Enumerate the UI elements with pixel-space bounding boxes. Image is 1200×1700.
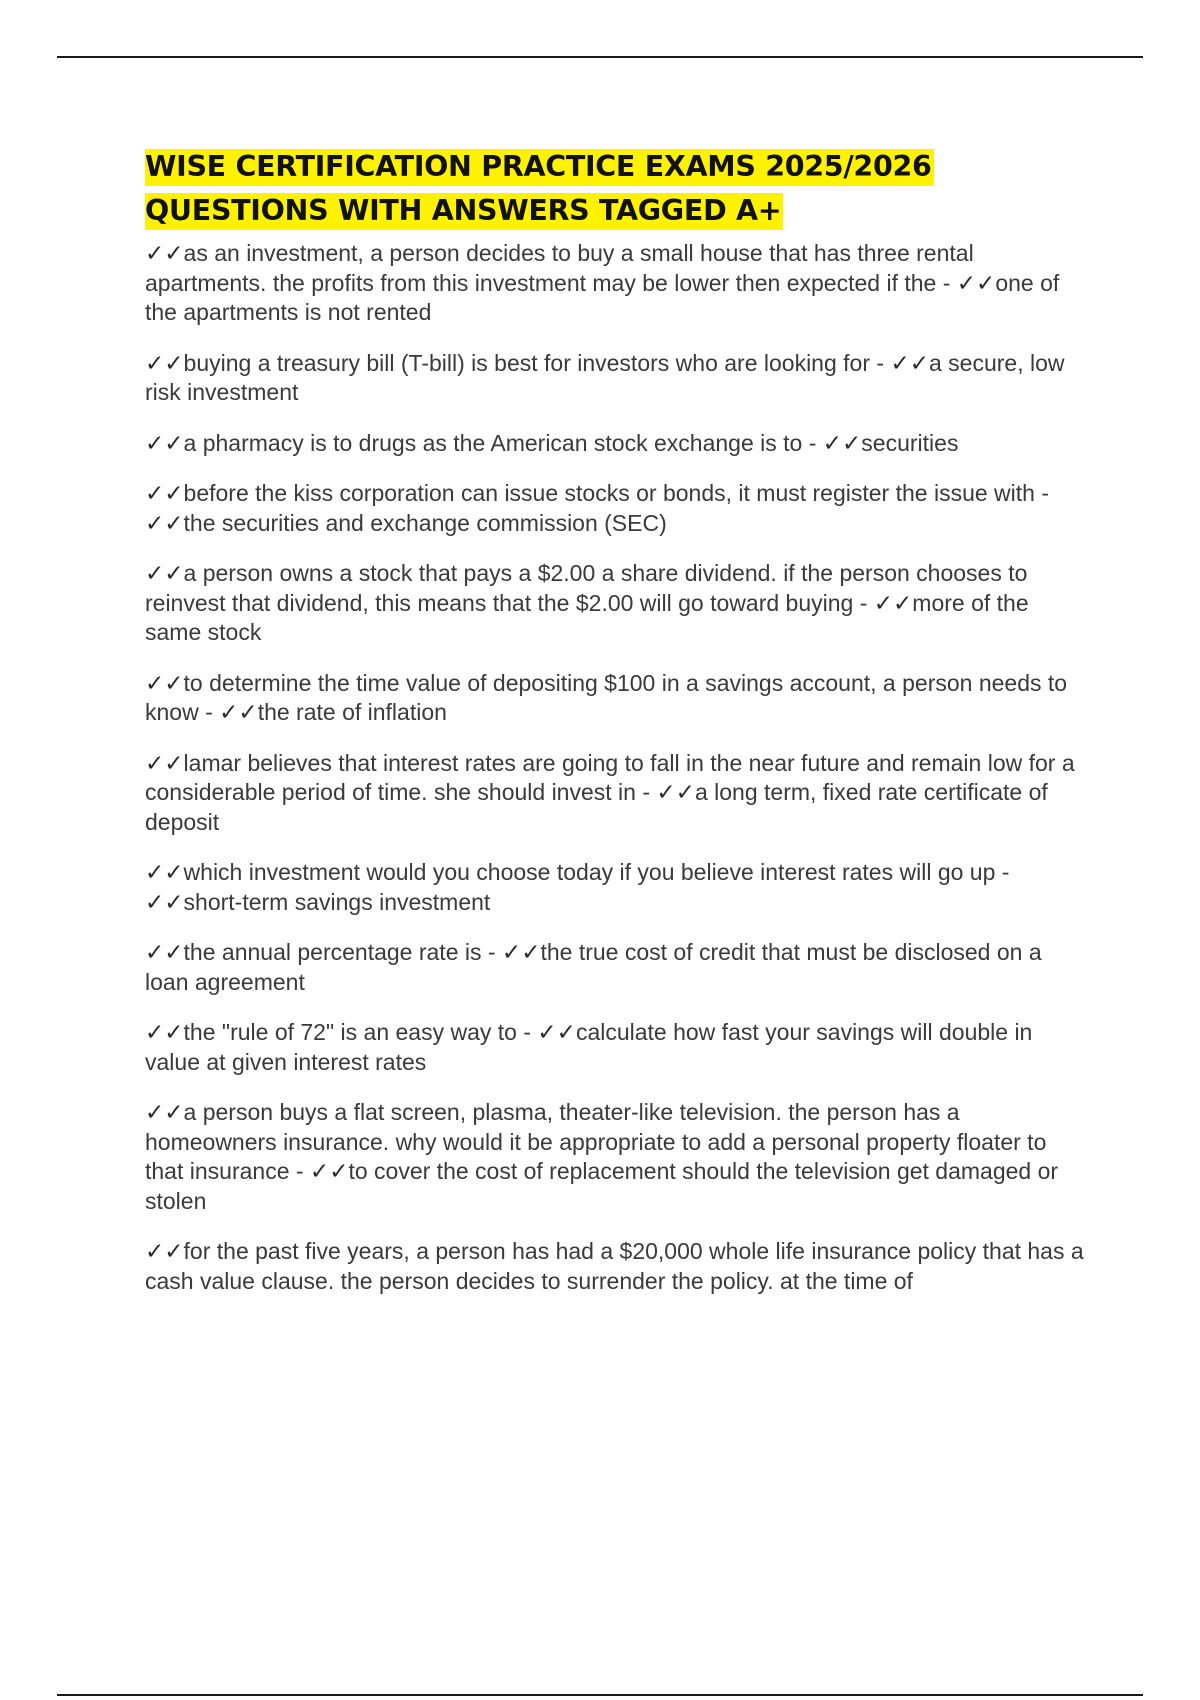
question-text: a pharmacy is to drugs as the American stock exchange is to - (183, 429, 817, 456)
check-mark-icon: ✓✓ (956, 269, 996, 296)
check-mark-icon: ✓✓ (145, 888, 184, 915)
document-body (145, 145, 1090, 1317)
answer-text: calculate how fast your savings will double in value at given interest rates (145, 1019, 1033, 1075)
check-mark-icon: ✓✓ (890, 349, 929, 376)
qa-item (145, 1098, 1090, 1216)
answer-text: the rate of inflation (257, 699, 447, 725)
answer-text: to cover the cost of replacement should the television get damaged or stolen (145, 1158, 1059, 1214)
check-mark-icon: ✓✓ (145, 429, 184, 456)
check-mark-icon: ✓✓ (145, 509, 184, 536)
answer-text: short-term savings investment (183, 888, 491, 915)
qa-item (145, 559, 1090, 648)
title-line-2: QUESTIONS WITH ANSWERS TAGGED A+ (145, 193, 783, 230)
qa-list (145, 239, 1090, 1296)
qa-item (145, 669, 1090, 728)
top-rule (57, 56, 1143, 58)
check-mark-icon: ✓✓ (145, 749, 184, 776)
qa-item (145, 1018, 1090, 1077)
question-text: lamar believes that interest rates are going to fall in the near future and remain low for a considerable period of time. she should invest in - (145, 749, 1075, 805)
check-mark-icon: ✓✓ (145, 349, 184, 376)
answer-text: a secure, low risk investment (145, 349, 1065, 405)
qa-item (145, 429, 1090, 459)
question-text: to determine the time value of depositing $100 in a savings account, a person needs to know - (145, 669, 1068, 725)
question-text: a person buys a flat screen, plasma, theater-like television. the person has a homeowners insurance. why would it be appropriate to add a personal property floater to that insurance - (145, 1099, 1047, 1184)
question-text: before the kiss corporation can issue stocks or bonds, it must register the issue with - (183, 480, 1049, 506)
title-line-1: WISE CERTIFICATION PRACTICE EXAMS 2025/2026 (145, 149, 934, 186)
check-mark-icon: ✓✓ (145, 480, 184, 506)
qa-item (145, 1237, 1090, 1296)
question-text: for the past five years, a person has had a $20,000 whole life insurance policy that has a cash value clause. the person decides to surrender the policy. at the time of (145, 1238, 1084, 1294)
check-mark-icon: ✓✓ (145, 669, 184, 696)
qa-item (145, 858, 1090, 917)
check-mark-icon: ✓✓ (145, 1019, 184, 1045)
question-text: the annual percentage rate is - (183, 939, 496, 965)
check-mark-icon: ✓✓ (145, 939, 184, 965)
check-mark-icon: ✓✓ (309, 1158, 349, 1184)
qa-item (145, 349, 1090, 408)
check-mark-icon: ✓✓ (145, 1238, 184, 1264)
check-mark-icon: ✓✓ (656, 779, 695, 805)
answer-text: the securities and exchange commission (SEC) (183, 509, 667, 536)
answer-text: one of the apartments is not rented (145, 269, 1060, 325)
qa-item (145, 938, 1090, 997)
answer-text: more of the same stock (145, 589, 1029, 645)
qa-item (145, 479, 1090, 538)
check-mark-icon: ✓✓ (219, 699, 258, 725)
question-text: as an investment, a person decides to buy a small house that has three rental apartments. the profits from this investment may be lower then expected if the - (145, 240, 974, 296)
check-mark-icon: ✓✓ (501, 939, 541, 965)
bottom-rule (57, 1694, 1143, 1696)
check-mark-icon: ✓✓ (145, 1099, 184, 1125)
check-mark-icon: ✓✓ (822, 429, 862, 456)
answer-text: securities (861, 429, 959, 456)
qa-item (145, 749, 1090, 838)
check-mark-icon: ✓✓ (873, 589, 913, 616)
document-title (145, 145, 1090, 233)
check-mark-icon: ✓✓ (145, 560, 184, 586)
question-text: a person owns a stock that pays a $2.00 a share dividend. if the person chooses to reinvest that dividend, this means that the $2.00 will go toward buying - (145, 560, 1028, 616)
check-mark-icon: ✓✓ (537, 1019, 576, 1045)
answer-text: the true cost of credit that must be disclosed on a loan agreement (145, 939, 1042, 995)
question-text: the "rule of 72" is an easy way to - (183, 1019, 531, 1045)
question-text: buying a treasury bill (T-bill) is best for investors who are looking for - (183, 349, 885, 376)
check-mark-icon: ✓✓ (145, 240, 184, 266)
question-text: which investment would you choose today if you believe interest rates will go up - (183, 859, 1010, 885)
qa-item (145, 239, 1090, 328)
check-mark-icon: ✓✓ (145, 859, 184, 885)
answer-text: a long term, fixed rate certificate of deposit (145, 779, 1048, 835)
